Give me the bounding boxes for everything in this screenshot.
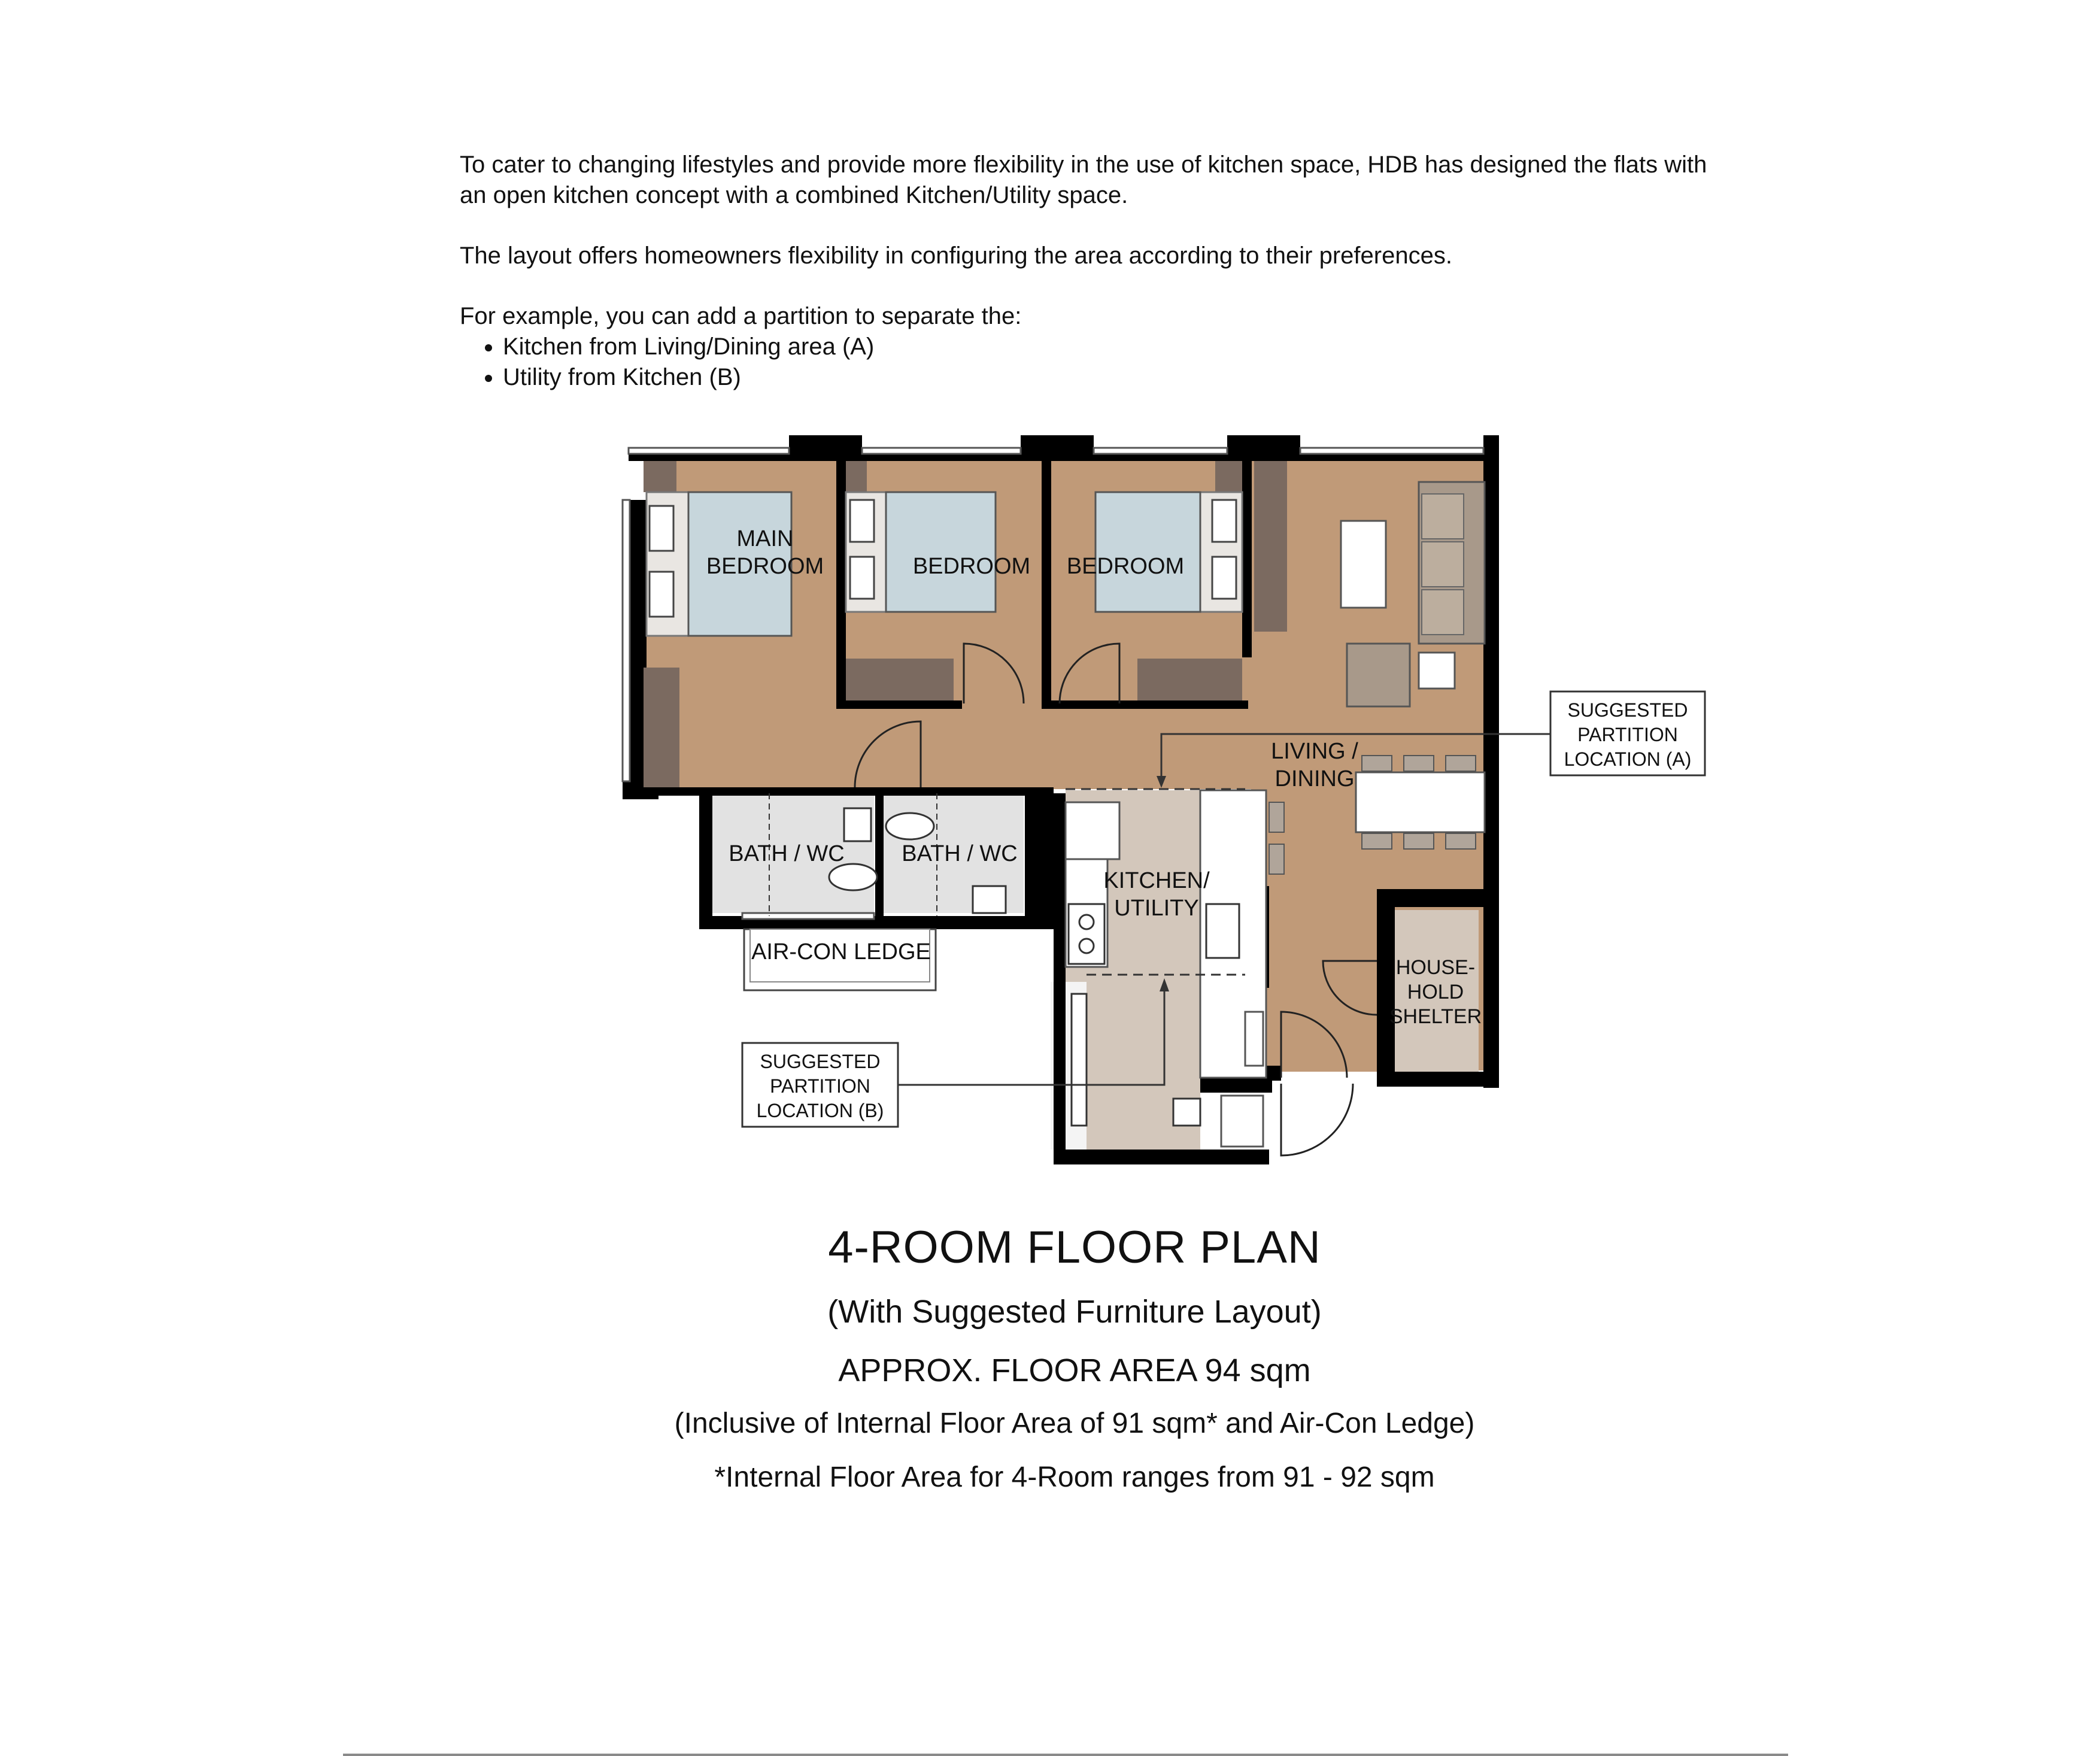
bedroom-divider-1: [836, 460, 846, 708]
side-table: [1419, 653, 1455, 689]
room-label-shelter-1: HOUSE-: [1395, 956, 1476, 979]
shelter-wall-left: [1377, 889, 1395, 1075]
room-label-main-bedroom-2: BEDROOM: [706, 554, 824, 579]
room-label-bath-2: BATH / WC: [902, 841, 1018, 866]
kitchen-counter-left: [1066, 802, 1119, 859]
sink: [1206, 904, 1239, 958]
plan-area-range-note: *Internal Floor Area for 4-Room ranges from 91 - 92 sqm: [714, 1461, 1435, 1493]
intro-paragraph-3: For example, you can add a partition to separate the:: [460, 303, 1022, 329]
intro-paragraph-2: The layout offers homeowners flexibility in configuring the area according to their preferences.: [460, 242, 1452, 269]
plan-title: 4-ROOM FLOOR PLAN: [828, 1222, 1321, 1273]
bed-2: [886, 492, 996, 612]
dining-table: [1356, 772, 1485, 832]
armchair: [1347, 644, 1410, 706]
bath-left-wall: [699, 793, 712, 928]
hob: [1069, 904, 1104, 964]
yard-rack: [1072, 994, 1087, 1126]
callout-a-line-1: SUGGESTED: [1567, 699, 1688, 721]
room-label-bedroom-2: BEDROOM: [912, 554, 1031, 579]
intro-paragraph-1: To cater to changing lifestyles and provide more flexibility in the use of kitchen space, HDB has designed the flats with an open kitchen concept with a combined Kitchen/Utility space.: [460, 151, 1707, 208]
washing-machine: [1173, 1099, 1200, 1126]
bedroom-divider-2: [1042, 460, 1051, 708]
callout-a-line-3: LOCATION (A): [1564, 748, 1692, 770]
shelter-wall-bottom: [1377, 1072, 1497, 1087]
room-label-living-1: LIVING /: [1271, 739, 1358, 764]
plan-area-inclusive-note: (Inclusive of Internal Floor Area of 91 sqm* and Air-Con Ledge): [674, 1408, 1475, 1439]
bath-divider: [875, 793, 884, 919]
callout-a: [1550, 692, 1705, 775]
right-wall: [1483, 435, 1499, 1088]
shelter-wall-top: [1377, 889, 1485, 907]
callout-b-line-1: SUGGESTED: [760, 1051, 881, 1072]
room-label-main-bedroom-1: MAIN: [736, 526, 794, 551]
room-label-shelter-3: SHELTER: [1389, 1005, 1482, 1028]
bedroom-divider-3: [1242, 460, 1252, 657]
room-label-bath-1: BATH / WC: [729, 841, 845, 866]
bottom-divider: [343, 1754, 1788, 1756]
callout-b-line-2: PARTITION: [770, 1075, 870, 1097]
callout-a-line-2: PARTITION: [1577, 724, 1678, 745]
room-label-bedroom-3: BEDROOM: [1066, 554, 1185, 579]
room-label-kitchen-2: UTILITY: [1114, 896, 1199, 921]
plan-subtitle: (With Suggested Furniture Layout): [827, 1294, 1322, 1330]
room-label-living-2: DINING: [1274, 766, 1355, 791]
bedroom-bottom-wall: [623, 787, 1054, 796]
callout-b: [742, 1043, 898, 1127]
kitchen-left-wall: [1054, 793, 1066, 1164]
plan-floor-area: APPROX. FLOOR AREA 94 sqm: [838, 1352, 1311, 1388]
bedroom3-bottom-wall: [1042, 700, 1119, 709]
room-label-aircon-ledge: AIR-CON LEDGE: [751, 939, 931, 965]
tv-console: [1341, 521, 1386, 608]
fridge: [1245, 1012, 1263, 1066]
bedroom3-bottom-wall-2: [1119, 700, 1248, 709]
intro-bullet-a: • Kitchen from Living/Dining area (A): [503, 332, 1717, 362]
bedroom2-bottom-wall: [836, 700, 962, 709]
bed-3: [1095, 492, 1200, 612]
bin: [1221, 1096, 1263, 1147]
callout-b-line-3: LOCATION (B): [756, 1100, 884, 1121]
room-label-shelter-2: HOLD: [1407, 981, 1464, 1003]
room-label-kitchen-1: KITCHEN/: [1103, 868, 1210, 893]
intro-bullet-b: • Utility from Kitchen (B): [503, 362, 1717, 393]
kitchen-bottom-wall: [1054, 1150, 1269, 1164]
